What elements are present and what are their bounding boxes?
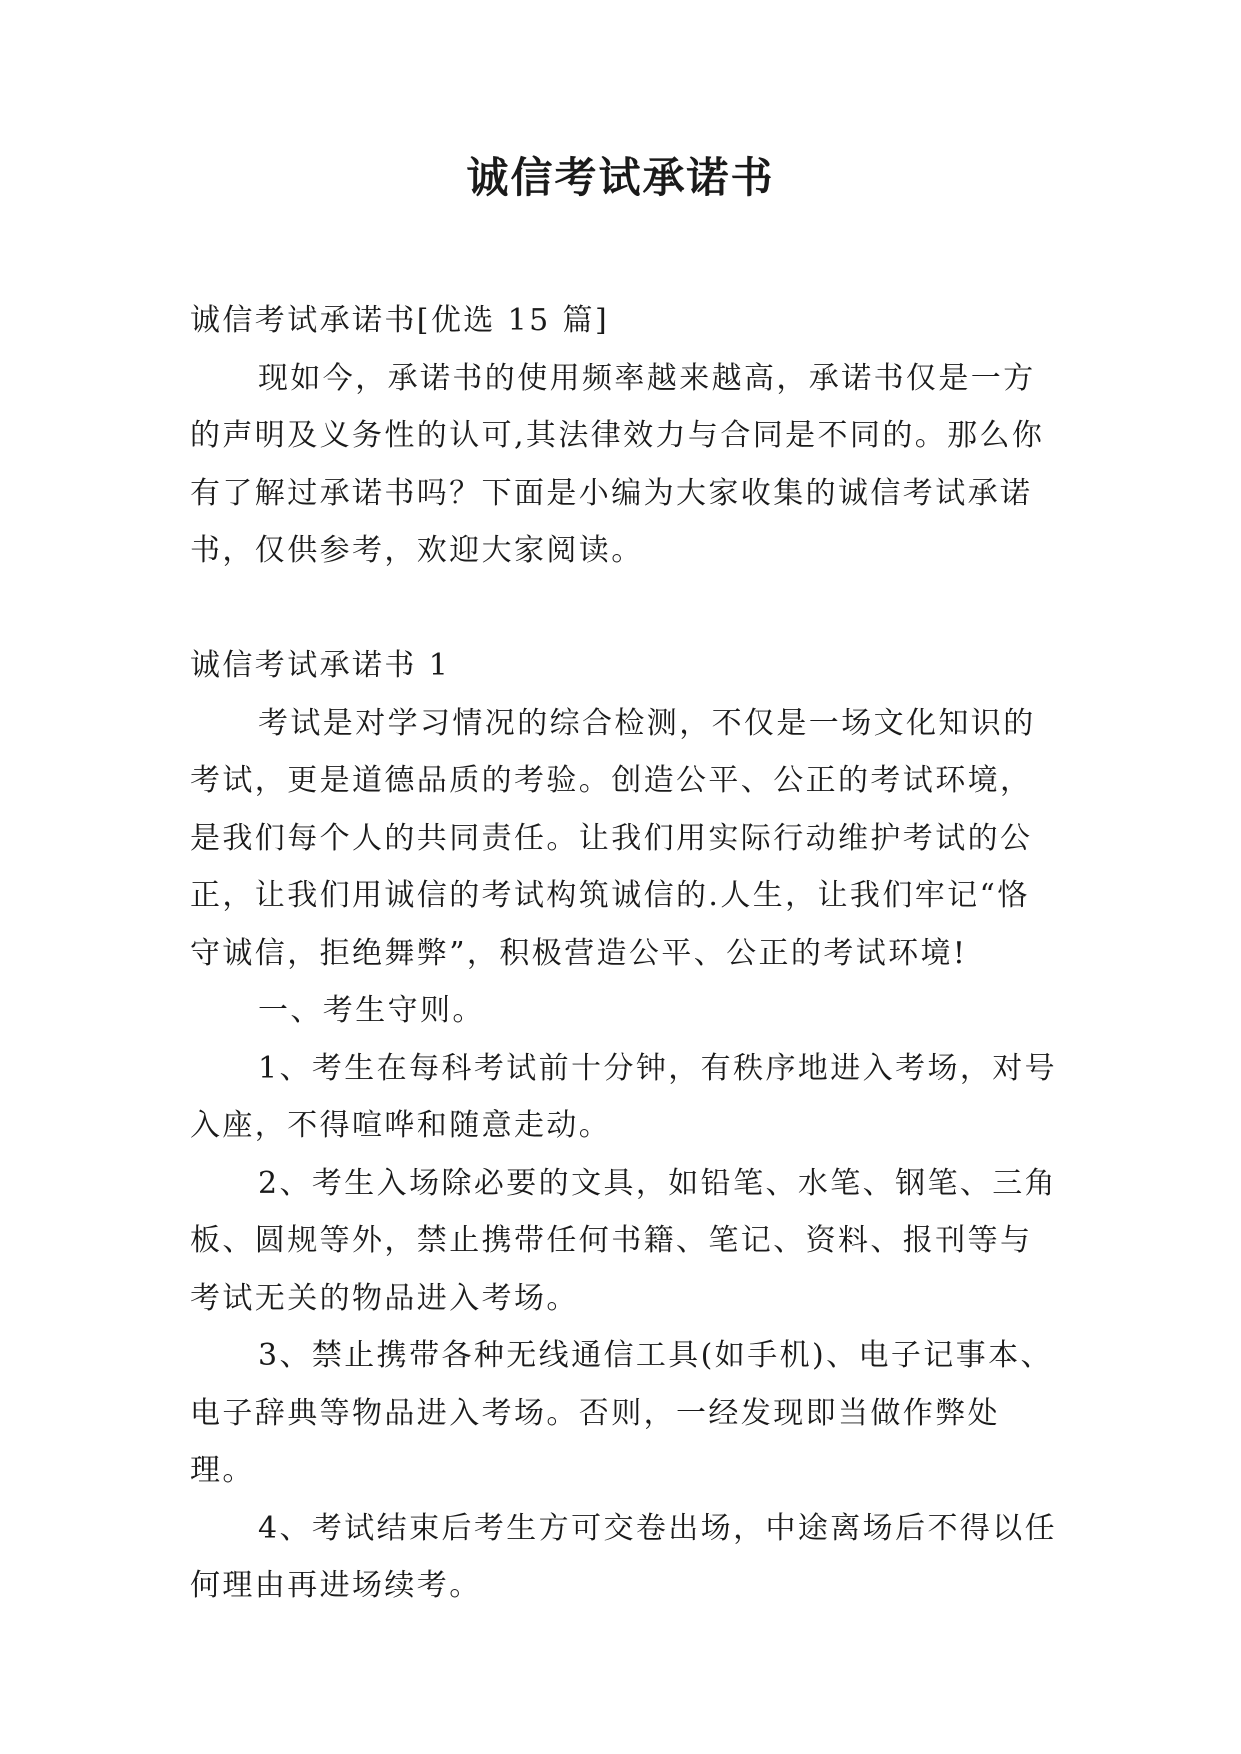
rules-heading: 一、考生守则。: [258, 993, 485, 1028]
rule-item: 2、考生入场除必要的文具，如铅笔、水笔、钢笔、三角板、圆规等外，禁止携带任何书籍、笔记、资料、报刊等与考试无关的物品进入考场。: [190, 1165, 1058, 1316]
document-body: [190, 292, 1062, 1615]
body-paragraph: 考试是对学习情况的综合检测，不仅是一场文化知识的考试，更是道德品质的考验。创造公平、公正的考试环境，是我们每个人的共同责任。让我们用实际行动维护考试的公正，让我们用诚信的考试构筑诚信的.人生，让我们牢记“恪守诚信，拒绝舞弊”，积极营造公平、公正的考试环境!: [190, 705, 1036, 971]
rule-item: 3、禁止携带各种无线通信工具(如手机)、电子记事本、电子辞典等物品进入考场。否则，一经发现即当做作弊处理。: [190, 1338, 1053, 1488]
intro-paragraph: 现如今，承诺书的使用频率越来越高，承诺书仅是一方的声明及义务性的认可,其法律效力与合同是不同的。那么你有了解过承诺书吗？下面是小编为大家收集的诚信考试承诺书，仅供参考，欢迎大家阅读。: [190, 360, 1045, 568]
rule-item: 1、考生在每科考试前十分钟，有秩序地进入考场，对号入座，不得喧哗和随意走动。: [190, 1050, 1058, 1143]
page-title: 诚信考试承诺书: [466, 153, 775, 202]
paragraph-spacer: [190, 580, 1062, 638]
section-heading: 诚信考试承诺书 1: [190, 648, 451, 683]
document-subtitle: 诚信考试承诺书[优选 15 篇]: [190, 303, 610, 338]
rule-item: 4、考试结束后考生方可交卷出场，中途离场后不得以任何理由再进场续考。: [190, 1510, 1058, 1603]
